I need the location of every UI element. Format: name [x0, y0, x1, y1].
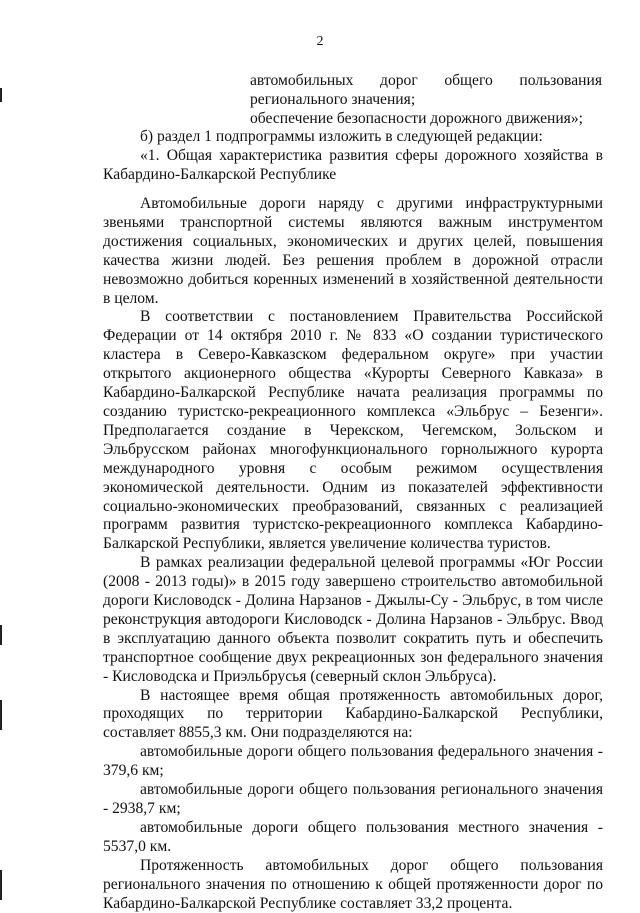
list-continuation	[250, 72, 602, 129]
document-body	[103, 128, 603, 185]
scan-edge-mark	[0, 700, 2, 730]
paragraph: В рамках реализации федеральной целевой программы «Юг России (2008 - 2013 годы)» в 2015 году завершено строительство автомобильной дороги Кисловодск - Долина Нарзанов - Джылы-Су - Эльбрус, в том числе реконструкция автодороги Кисловодск - Долина Нарзанов - Эльбрус. Ввод в эксплуатацию данного объекта позволит сократить путь и обеспечить транспортное сообщение двух рекреационных зон федерального значения - Кисловодска и Приэльбрусья (северный склон Эльбруса).	[103, 554, 603, 685]
paragraph: В настоящее время общая протяженность автомобильных дорог, проходящих по территории Кабардино-Балкарской Республики, составляет 8855,3 км. Они подразделяются на:	[103, 686, 603, 742]
section-text	[103, 195, 603, 913]
paragraph: В соответствии с постановлением Правительства Российской Федерации от 14 октября 2010 г. № 833 «О создании туристического кластера в Северо-Кавказском федеральном округе» при участии открытого акционерного общества «Курорты Северного Кавказа» в Кабардино-Балкарской Республике начата реализация программы по созданию туристско-рекреационного комплекса «Эльбрус – Безенги». Предполагается создание в Черекском, Чегемском, Зольском и Эльбрусском районах многофункционального горнолыжного курорта международного уровня с особым режимом осуществления экономической деятельности. Одним из показателей эффективности социально-экономических преобразований, связанных с реализацией программ развития туристско-рекреационного комплекса Кабардино-Балкарской Республики, является увеличение количества туристов.	[103, 308, 603, 553]
list-item: автомобильные дороги общего пользования местного значения - 5537,0 км.	[103, 818, 603, 855]
scan-edge-mark	[0, 625, 2, 645]
list-item: обеспечение безопасности дорожного движения»;	[250, 109, 583, 127]
page-number: 2	[316, 34, 324, 49]
paragraph: Протяженность автомобильных дорог общего пользования регионального значения по отношению к общей протяженности дорог по Кабардино-Балкарской Республике составляет 33,2 процента.	[103, 856, 603, 912]
list-item: автомобильных дорог общего пользования регионального значения;	[250, 72, 602, 108]
scan-edge-mark	[0, 870, 2, 900]
amendment-instruction: б) раздел 1 подпрограммы изложить в следующей редакции:	[140, 128, 543, 145]
list-item: автомобильные дороги общего пользования регионального значения - 2938,7 км;	[103, 781, 603, 817]
list-item: автомобильные дороги общего пользования федерального значения - 379,6 км;	[103, 743, 603, 780]
paragraph: Автомобильные дороги наряду с другими инфраструктурными звеньями транспортной системы являются важным инструментом достижения социальных, экономических и других целей, повышения качества жизни людей. Без решения проблем в дорожной отрасли невозможно добиться коренных изменений в хозяйственной деятельности в целом.	[103, 195, 603, 307]
section-heading: «1. Общая характеристика развития сферы дорожного хозяйства в Кабардино-Балкарской Республике	[103, 146, 603, 183]
scan-edge-mark	[0, 88, 2, 102]
